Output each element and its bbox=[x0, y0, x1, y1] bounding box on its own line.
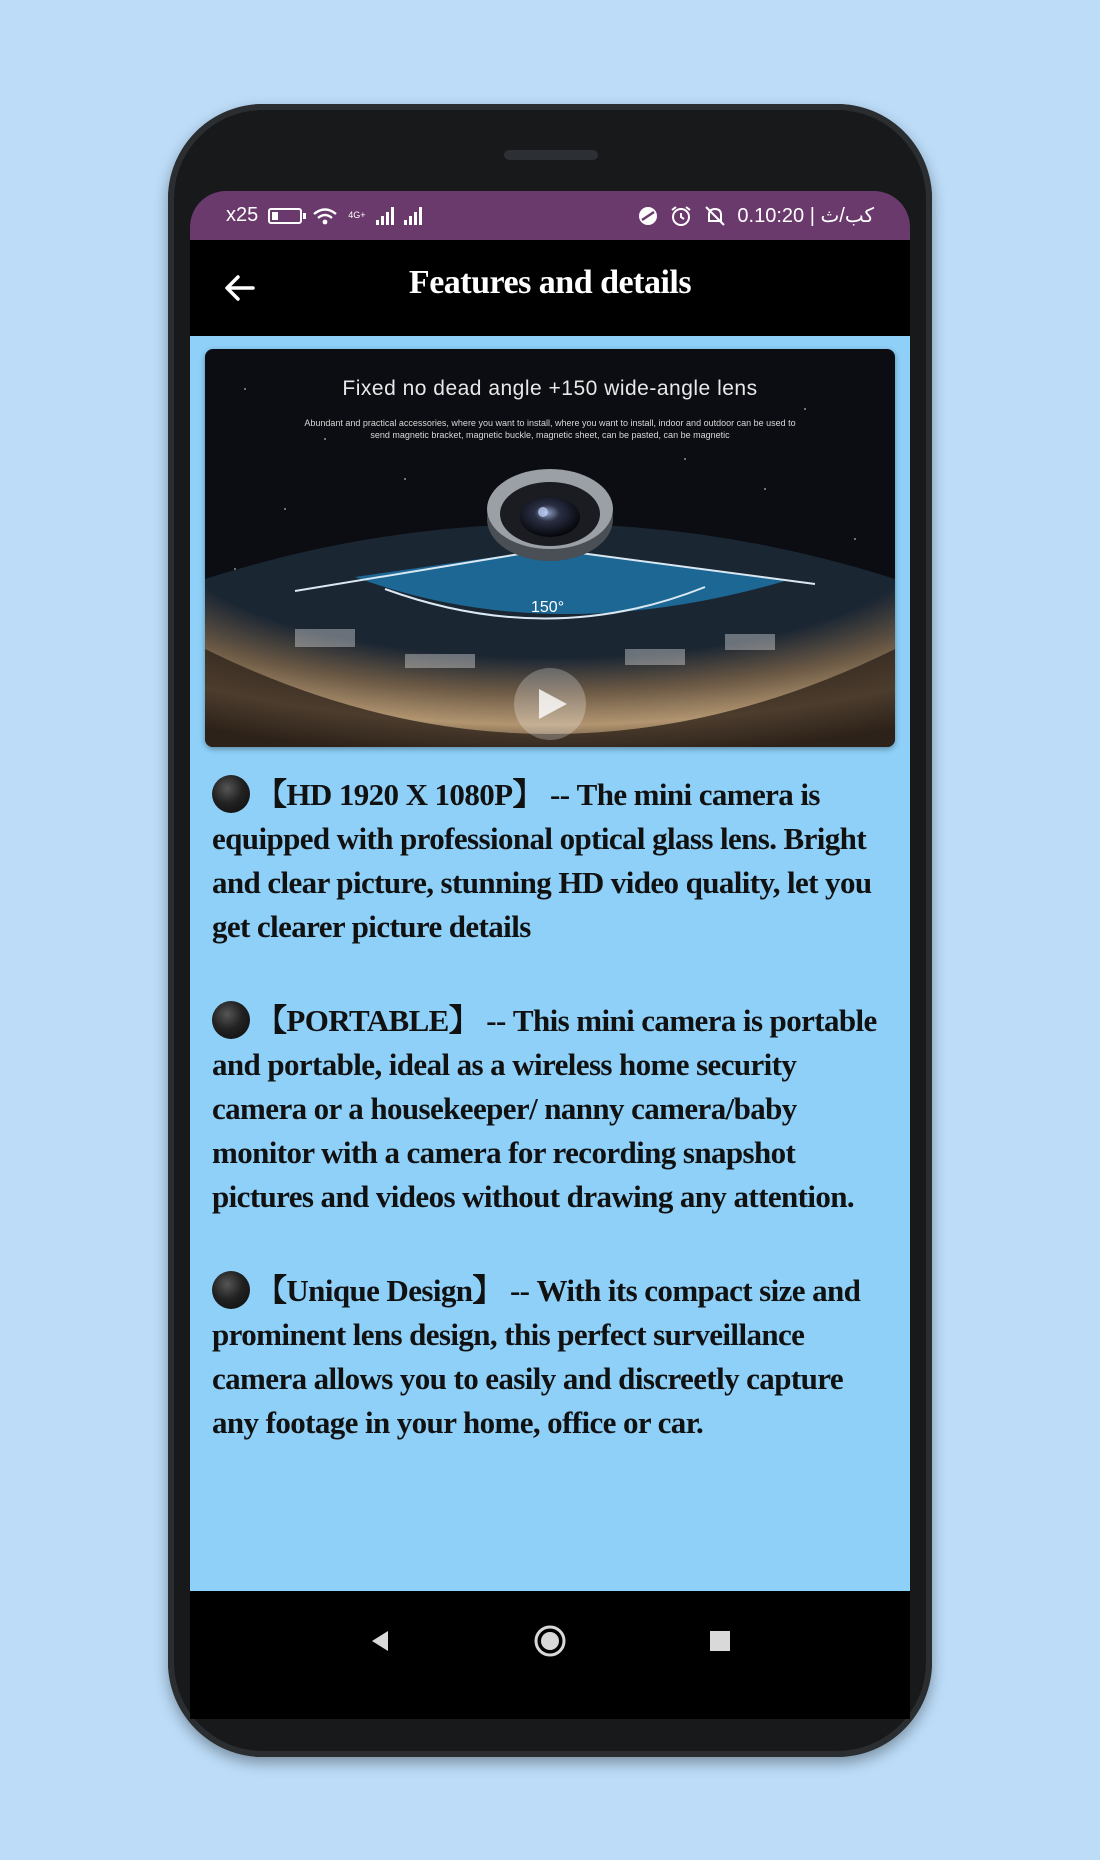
feature-text: -- The mini camera is equipped with professional optical glass lens. Bright and clear picture, stunning HD video quality, let you get clearer picture details bbox=[212, 777, 872, 944]
feature-item bbox=[212, 1269, 892, 1445]
feature-text: -- With its compact size and prominent lens design, this perfect surveillance camera allows you to easily and discreetly capture any footage in your home, office or car. bbox=[212, 1273, 861, 1440]
phone-screen bbox=[190, 191, 910, 1591]
nav-back-button[interactable] bbox=[360, 1621, 400, 1661]
page-title: Features and details bbox=[408, 264, 692, 301]
triangle-back-icon bbox=[360, 1621, 400, 1661]
signal-2-icon bbox=[404, 207, 422, 225]
bullet-icon bbox=[212, 1001, 250, 1039]
status-right-text: 0.1كب/ث | 0:20 bbox=[737, 205, 874, 227]
circle-home-icon bbox=[528, 1619, 572, 1663]
feature-item bbox=[212, 999, 892, 1219]
feature-heading: 【Unique Design】 bbox=[256, 1273, 503, 1308]
feature-text: -- This mini camera is portable and portable, ideal as a wireless home security camera or a housekeeper/ nanny camera/baby monitor with a camera for recording snapshot pictures and videos without drawing any attention. bbox=[212, 1003, 877, 1214]
signal-icon bbox=[376, 207, 394, 225]
battery-icon bbox=[268, 208, 302, 224]
square-recents-icon bbox=[700, 1621, 740, 1661]
notifications-off-icon bbox=[703, 205, 727, 227]
app-bar bbox=[190, 240, 910, 336]
status-right bbox=[637, 203, 874, 228]
feature-heading: 【PORTABLE】 bbox=[256, 1003, 480, 1038]
bullet-icon bbox=[212, 775, 250, 813]
network-type-label: 4G+ bbox=[348, 210, 366, 220]
status-bar bbox=[190, 191, 910, 240]
data-saver-icon bbox=[637, 205, 659, 227]
wifi-icon bbox=[312, 206, 338, 226]
feature-list bbox=[212, 773, 892, 1495]
earpiece-speaker bbox=[504, 150, 598, 160]
navigation-bar bbox=[190, 1591, 910, 1719]
bullet-icon bbox=[212, 1271, 250, 1309]
feature-heading: 【HD 1920 X 1080P】 bbox=[256, 777, 543, 812]
fisheye-room-illustration bbox=[205, 349, 895, 747]
field-of-view-label: 150° bbox=[531, 599, 565, 616]
nav-home-button[interactable] bbox=[528, 1619, 572, 1663]
alarm-icon bbox=[669, 205, 693, 227]
hero-headline: Fixed no dead angle +150 wide-angle lens bbox=[342, 377, 758, 400]
hero-subtext: Abundant and practical accessories, where you want to install, where you want to install, indoor and outdoor can be used to send magnetic bracket, magnetic buckle, magnetic sheet, can be pasted, can be magnetic bbox=[304, 418, 796, 440]
phone-frame bbox=[168, 104, 932, 1757]
feature-item bbox=[212, 773, 892, 949]
nav-recents-button[interactable] bbox=[700, 1621, 740, 1661]
product-video-thumbnail[interactable] bbox=[205, 349, 895, 747]
content-area[interactable] bbox=[190, 336, 910, 1591]
status-left-text: x25 bbox=[226, 204, 259, 226]
status-left bbox=[226, 204, 422, 227]
